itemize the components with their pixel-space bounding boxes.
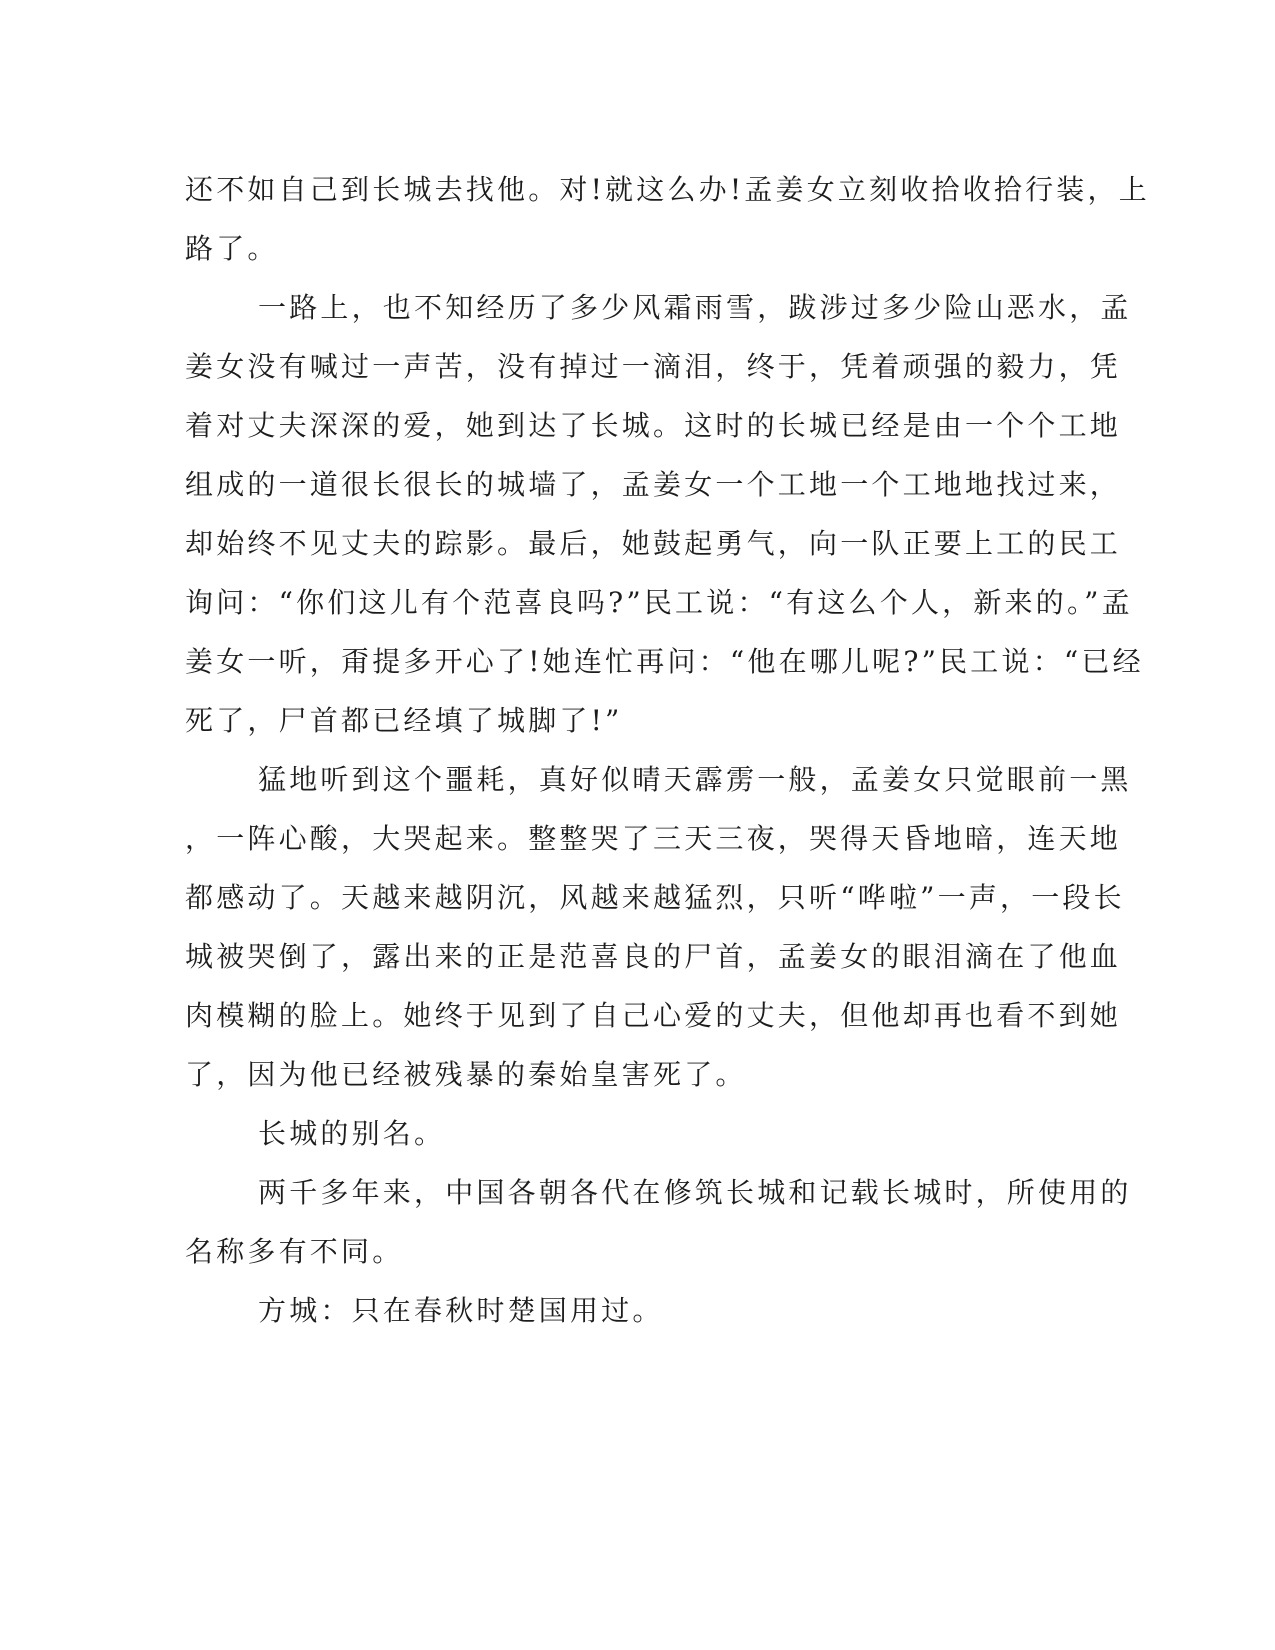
text-line: 路了。 (185, 232, 279, 265)
text-line: 还不如自己到长城去找他。对!就这么办!孟姜女立刻收拾收拾行装，上 (185, 173, 1150, 206)
paragraph-3 (185, 750, 1132, 1104)
text-line: 了，因为他已经被残暴的秦始皇害死了。 (185, 1058, 747, 1091)
paragraph-2 (185, 278, 1144, 750)
paragraph-5 (185, 1163, 1132, 1281)
text-line: ，一阵心酸，大哭起来。整整哭了三天三夜，哭得天昏地暗，连天地 (185, 822, 1122, 855)
text-line: 方城：只在春秋时楚国用过。 (258, 1294, 664, 1327)
text-line: 姜女一听，甭提多开心了!她连忙再问：“他在哪儿呢?”民工说：“已经 (185, 645, 1144, 678)
text-line: 一路上，也不知经历了多少风霜雨雪，跋涉过多少险山恶水，孟 (258, 291, 1132, 324)
text-line: 两千多年来，中国各朝各代在修筑长城和记载长城时，所使用的 (258, 1176, 1132, 1209)
text-line: 名称多有不同。 (185, 1235, 404, 1268)
text-line: 却始终不见丈夫的踪影。最后，她鼓起勇气，向一队正要上工的民工 (185, 527, 1122, 560)
text-line: 询问：“你们这儿有个范喜良吗?”民工说：“有这么个人，新来的。”孟 (185, 586, 1133, 619)
paragraph-6 (185, 1281, 1085, 1340)
paragraph-1 (185, 160, 1150, 278)
text-line: 长城的别名。 (258, 1117, 446, 1150)
text-line: 组成的一道很长很长的城墙了，孟姜女一个工地一个工地地找过来， (185, 468, 1122, 501)
text-line: 都感动了。天越来越阴沉，风越来越猛烈，只听“哗啦”一声，一段长 (185, 881, 1125, 914)
document-body (185, 160, 1150, 1340)
text-line: 死了，尸首都已经填了城脚了!” (185, 704, 623, 737)
text-line: 肉模糊的脸上。她终于见到了自己心爱的丈夫，但他却再也看不到她 (185, 999, 1122, 1032)
text-line: 着对丈夫深深的爱，她到达了长城。这时的长城已经是由一个个工地 (185, 409, 1122, 442)
text-line: 城被哭倒了，露出来的正是范喜良的尸首，孟姜女的眼泪滴在了他血 (185, 940, 1122, 973)
section-heading (185, 1104, 1085, 1163)
text-line: 猛地听到这个噩耗，真好似晴天霹雳一般，孟姜女只觉眼前一黑 (258, 763, 1132, 796)
text-line: 姜女没有喊过一声苦，没有掉过一滴泪，终于，凭着顽强的毅力，凭 (185, 350, 1122, 383)
